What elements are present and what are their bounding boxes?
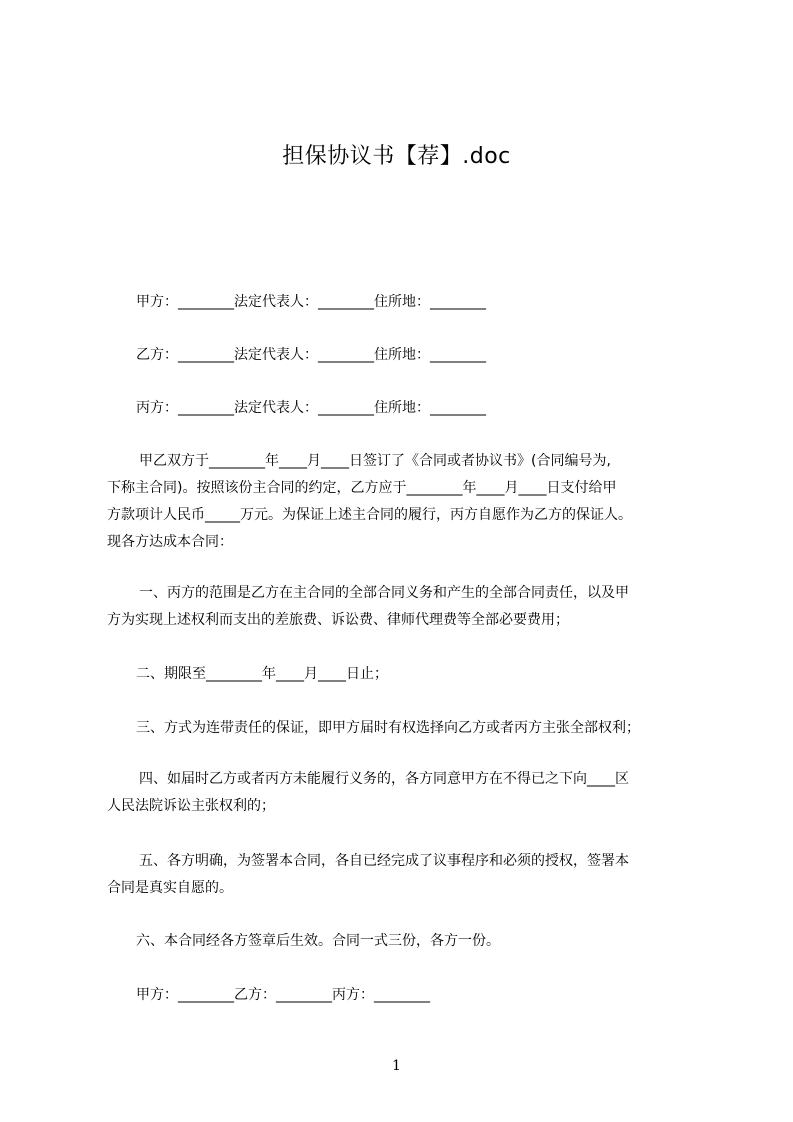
- clause-3: 三、方式为连带责任的保证，即甲方届时有权选择向乙方或者丙方主张全部权利；: [136, 720, 640, 736]
- clause-4-line-2: 人民法院诉讼主张权利的；: [107, 798, 275, 814]
- intro-line-3: 方款项计人民币_____万元。为保证上述主合同的履行，丙方自愿作为乙方的保证人。: [107, 507, 632, 523]
- document-title: 担保协议书【荐】.doc: [282, 144, 511, 169]
- intro-line-2: 下称主合同)。按照该份主合同的约定，乙方应于________年____月____日支付给甲: [107, 480, 617, 496]
- party-a-line: 甲方：________法定代表人：________住所地：________: [136, 294, 486, 310]
- intro-line-4: 现各方达成本合同：: [107, 534, 233, 550]
- clause-4: [107, 766, 705, 820]
- signature-line: 甲方：________乙方：________丙方：________: [136, 987, 430, 1003]
- clause-6: 六、本合同经各方签章后生效。合同一式三份，各方一份。: [136, 933, 500, 949]
- intro-paragraph: [107, 448, 705, 556]
- page-number: 1: [392, 1058, 401, 1074]
- clause-4-line-1: 四、如届时乙方或者丙方未能履行义务的，各方同意甲方在不得已之下向____区: [139, 771, 629, 787]
- intro-line-1: 甲乙双方于________年____月____日签订了《合同或者协议书》(合同编号为,: [139, 453, 611, 469]
- clause-2: 二、期限至________年____月____日止；: [136, 666, 388, 682]
- party-c-line: 丙方：________法定代表人：________住所地：________: [136, 400, 486, 416]
- clause-1: [107, 580, 705, 634]
- party-b-line: 乙方：________法定代表人：________住所地：________: [136, 347, 486, 363]
- clause-1-line-2: 方为实现上述权利而支出的差旅费、诉讼费、律师代理费等全部必要费用；: [107, 612, 569, 628]
- clause-5-line-1: 五、各方明确，为签署本合同，各自已经完成了议事程序和必须的授权，签署本: [139, 853, 629, 869]
- clause-5: [107, 848, 705, 902]
- clause-1-line-1: 一、丙方的范围是乙方在主合同的全部合同义务和产生的全部合同责任，以及甲: [139, 585, 629, 601]
- clause-5-line-2: 合同是真实自愿的。: [107, 880, 233, 896]
